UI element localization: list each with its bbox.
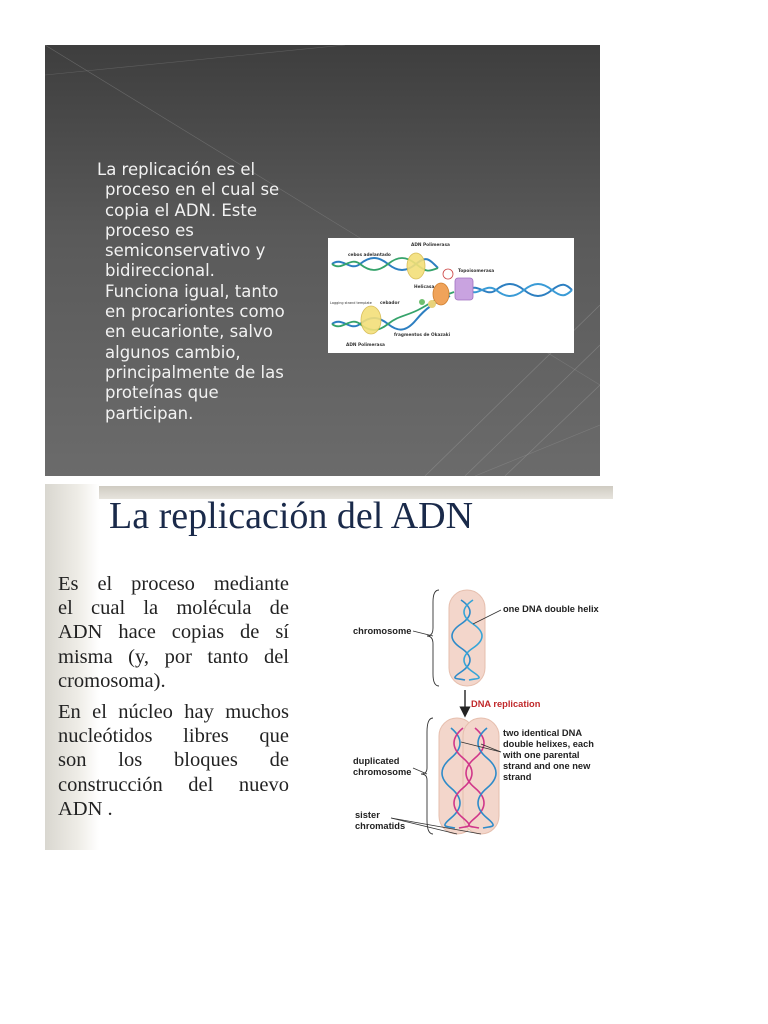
label-adn-polimerasa-bottom: ADN Polimerasa: [346, 343, 385, 348]
intro-line: semiconservativo y: [105, 241, 266, 261]
label-two-identical-4: strand and one new: [503, 761, 591, 771]
text-line: cromosoma).: [58, 669, 166, 692]
label-adn-polimerasa-top: ADN Polimerasa: [411, 243, 450, 248]
text-line: En el núcleo hay muchos: [58, 701, 289, 724]
label-duplicated: duplicated: [353, 756, 400, 766]
label-chromosome: chromosome: [353, 626, 412, 636]
label-dna-replication: DNA replication: [471, 699, 541, 709]
intro-paragraph: [97, 160, 347, 424]
intro-line: proceso es: [105, 220, 194, 240]
definition-text: [58, 572, 289, 828]
label-fragmentos-okazaki: fragmentos de Okazaki: [394, 333, 451, 338]
label-two-identical-1: two identical DNA: [503, 728, 583, 738]
slide-replication-intro: [45, 45, 600, 476]
intro-line: principalmente de las: [105, 362, 284, 382]
slide-title: La replicación del ADN: [109, 495, 474, 537]
label-duplicated-chromosome: chromosome: [353, 767, 412, 777]
text-line: ADN hace copias de sí: [58, 621, 289, 644]
label-sister: sister: [355, 810, 380, 820]
label-cebador: cebador: [380, 301, 400, 306]
text-line: construcción del nuevo: [58, 773, 289, 796]
intro-line: copia el ADN. Este: [105, 200, 258, 220]
text-line: el cual la molécula de: [58, 597, 289, 620]
intro-line: algunos cambio,: [105, 342, 241, 362]
label-two-identical-3: with one parental: [503, 750, 580, 760]
text-line: misma (y, por tanto del: [58, 645, 289, 668]
intro-line: La replicación es el: [97, 160, 256, 179]
intro-line: en procariontes como: [105, 302, 285, 322]
intro-line: Funciona igual, tanto: [105, 281, 279, 301]
text-line: Es el proceso mediante: [58, 573, 289, 595]
paragraph-nucleotides: [58, 700, 289, 821]
intro-line: participan.: [105, 403, 194, 423]
label-one-dna-helix: one DNA double helix: [503, 604, 599, 614]
intro-line: proteínas que: [105, 383, 219, 403]
text-line: nucleótidos libres que: [58, 725, 289, 748]
intro-line: proceso en el cual se: [105, 180, 280, 200]
label-chromatids: chromatids: [355, 821, 406, 831]
intro-line: en eucarionte, salvo: [105, 322, 273, 342]
paragraph-definition: [58, 572, 289, 693]
label-lagging-strand: Lagging strand template: [330, 301, 372, 305]
label-cebos-adelantado: cebos adelantado: [348, 253, 391, 258]
chromosome-replication-diagram: [351, 582, 611, 850]
text-line: son los bloques de: [58, 749, 289, 772]
label-topoisomerasa: Topoisomerasa: [458, 269, 495, 274]
label-helicasa: Helicasa: [414, 285, 435, 290]
text-line: ADN .: [58, 797, 113, 820]
slide-replication-definition: [45, 484, 613, 850]
replication-fork-diagram: [328, 238, 574, 353]
label-two-identical-5: strand: [503, 772, 532, 782]
label-two-identical-2: double helixes, each: [503, 739, 594, 749]
intro-line: bidireccional.: [105, 261, 215, 281]
